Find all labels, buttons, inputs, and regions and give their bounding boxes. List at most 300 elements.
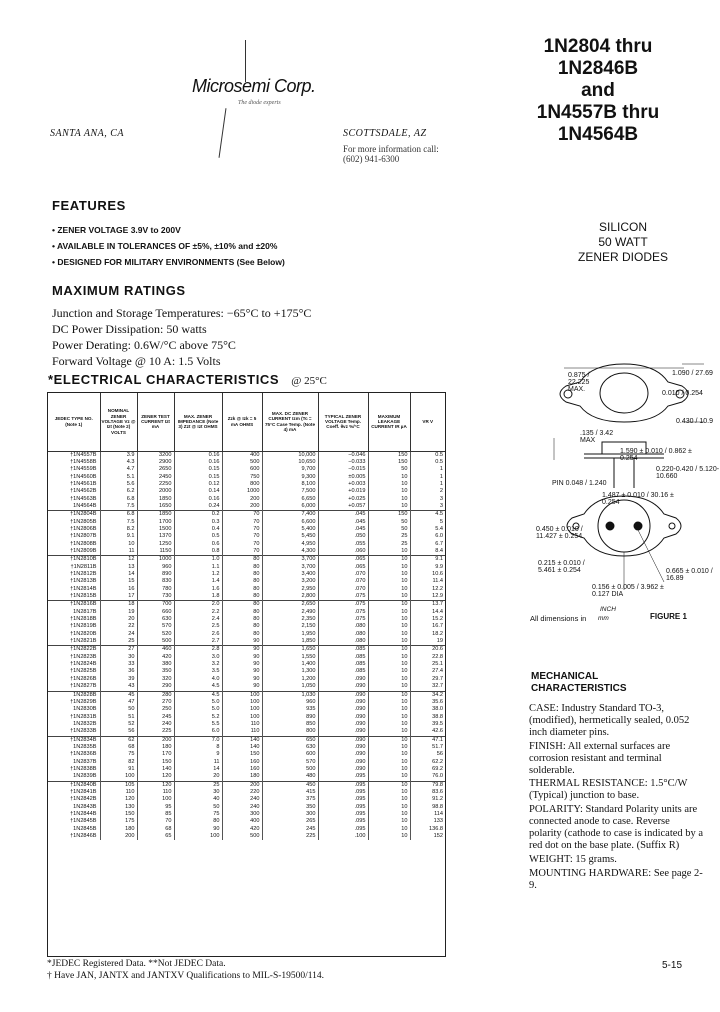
table-cell: †1N2846B	[48, 833, 100, 840]
table-cell: 0.8	[174, 548, 222, 556]
table-row	[48, 796, 445, 803]
divider-top	[245, 40, 246, 82]
mechanical-heading-line-2: CHARACTERISTICS	[531, 683, 627, 694]
table-cell: 10	[368, 571, 410, 578]
table-cell: 10	[368, 826, 410, 833]
table-cell: 10	[368, 586, 410, 593]
table-cell: 6.2	[100, 488, 137, 495]
table-cell: 245	[137, 714, 174, 721]
table-cell: 9,700	[262, 466, 318, 473]
table-row	[48, 721, 445, 728]
table-cell: 1000	[222, 488, 262, 495]
table-cell: †1N2812B	[48, 571, 100, 578]
table-cell: 11.4	[432, 578, 443, 585]
table-row	[48, 474, 445, 481]
table-cell: 10	[368, 638, 410, 646]
table-cell: .095	[318, 796, 368, 803]
table-cell: 12.2	[432, 585, 443, 592]
table-cell: .080	[318, 631, 368, 638]
rating-line: Junction and Storage Temperatures: −65°C to +175°C	[52, 306, 312, 320]
table-cell: .045	[318, 519, 368, 526]
table-cell: 11	[100, 548, 137, 556]
table-cell: .085	[318, 668, 368, 675]
table-cell: †1N2824B	[48, 661, 100, 668]
table-row	[48, 668, 445, 675]
table-cell: 120	[100, 796, 137, 803]
table-cell: 70	[222, 511, 262, 519]
table-cell: †1N2840B	[48, 781, 100, 789]
table-cell: 27	[100, 646, 137, 654]
table-cell: 20	[100, 616, 137, 623]
table-cell: 4.3	[100, 459, 137, 466]
table-cell: 4.5	[410, 511, 445, 519]
table-cell: 65	[137, 833, 174, 840]
table-cell: 136.8	[429, 825, 443, 832]
table-cell: 270	[137, 699, 174, 706]
table-cell: 4.7	[100, 466, 137, 473]
table-cell: 6.0	[435, 533, 443, 540]
table-cell: 50	[368, 519, 410, 526]
table-cell: †1N4562B	[48, 488, 100, 495]
table-cell: 70	[222, 526, 262, 533]
mech-mounting: MOUNTING HARDWARE: See page 2-9.	[529, 867, 703, 891]
table-cell: 6.7	[435, 540, 443, 547]
table-cell: 1,650	[262, 646, 318, 654]
table-row	[48, 766, 445, 773]
table-row	[48, 646, 445, 654]
table-cell: †1N2811B	[48, 564, 100, 571]
table-cell: 1N2817B	[48, 609, 100, 616]
table-cell: 600	[262, 751, 318, 758]
table-cell: .080	[318, 623, 368, 630]
table-cell: 10	[368, 661, 410, 668]
table-row	[48, 728, 445, 736]
table-row	[48, 804, 445, 811]
table-cell: †1N4560B	[48, 474, 100, 481]
table-cell: 890	[262, 714, 318, 721]
table-cell: 10,650	[262, 459, 318, 466]
table-cell: 14	[100, 571, 137, 578]
table-cell: 6.0	[174, 728, 222, 736]
table-cell: 400	[222, 451, 262, 459]
table-cell: 4.5	[174, 691, 222, 699]
table-cell: 2,490	[262, 609, 318, 616]
table-cell: .090	[318, 728, 368, 736]
table-cell: 570	[137, 623, 174, 630]
table-cell: 780	[137, 586, 174, 593]
table-cell: 90	[222, 683, 262, 691]
footnote-1: *JEDEC Registered Data. **Not JEDEC Data.	[47, 959, 226, 969]
table-cell: 10	[368, 706, 410, 713]
dim-label: .135 / 3.42 MAX	[580, 430, 614, 444]
table-cell: 180	[100, 826, 137, 833]
table-cell: 20.6	[410, 646, 445, 654]
table-cell: 90	[222, 638, 262, 646]
mech-finish: FINISH: All external surfaces are corrosion resistant and terminal solderable.	[529, 740, 671, 776]
table-cell: 100	[222, 699, 262, 706]
table-cell: 10	[368, 496, 410, 503]
rating-line: Forward Voltage @ 10 A: 1.5 Volts	[52, 354, 221, 368]
table-cell: 1N2845B	[48, 826, 100, 833]
figure-caption: FIGURE 1	[650, 612, 687, 621]
table-cell: 100	[100, 773, 137, 781]
table-row	[48, 714, 445, 721]
table-cell: .075	[318, 616, 368, 623]
table-cell: 240	[222, 796, 262, 803]
subtitle-line-2: 50 WATT	[598, 235, 648, 249]
table-cell: †1N2845B	[48, 818, 100, 825]
table-cell: 0.16	[174, 459, 222, 466]
rating-line: Power Derating: 0.6W/°C above 75°C	[52, 338, 236, 352]
table-cell: 3	[439, 495, 443, 502]
table-cell: 415	[262, 789, 318, 796]
table-cell: 25	[368, 541, 410, 548]
table-cell: 90	[174, 826, 222, 833]
table-cell: 0.3	[174, 519, 222, 526]
table-cell: 80	[222, 586, 262, 593]
table-cell: 140	[137, 766, 174, 773]
table-cell: 500	[137, 638, 174, 646]
table-cell: 17	[100, 593, 137, 601]
table-cell: 240	[137, 721, 174, 728]
table-cell: 1,200	[262, 676, 318, 683]
table-cell: 10	[368, 556, 410, 564]
table-cell: 10	[368, 804, 410, 811]
table-cell: †1N2834B	[48, 736, 100, 744]
table-cell: 1370	[137, 533, 174, 540]
table-cell: .090	[318, 714, 368, 721]
table-cell: 10	[368, 811, 410, 818]
table-row	[48, 571, 445, 578]
table-cell: †1N2804B	[48, 511, 100, 519]
table-cell: 75	[174, 811, 222, 818]
table-cell: 220	[222, 789, 262, 796]
table-cell: +0.019	[318, 488, 368, 495]
table-cell: 7,500	[262, 488, 318, 495]
electrical-heading	[48, 371, 327, 389]
header-leakage: MAXIMUM LEAKAGE CURRENT IR µA	[368, 393, 410, 451]
table-cell: 5.4	[435, 525, 443, 532]
table-cell: 375	[262, 796, 318, 803]
table-cell: †1N2826B	[48, 676, 100, 683]
table-cell: 175	[100, 818, 137, 825]
table-cell: .075	[318, 601, 368, 609]
table-cell: 90	[222, 646, 262, 654]
table-cell: 480	[262, 773, 318, 781]
feature-item: • DESIGNED FOR MILITARY ENVIRONMENTS (See Below)	[52, 254, 285, 270]
table-cell: 4,300	[262, 548, 318, 556]
table-row	[48, 616, 445, 623]
mechanical-body	[529, 703, 705, 894]
table-cell: 10	[368, 503, 410, 511]
table-cell: 52	[100, 721, 137, 728]
table-cell: .070	[318, 586, 368, 593]
table-row	[48, 548, 445, 556]
table-row	[48, 638, 445, 646]
table-cell: 20	[174, 773, 222, 781]
table-row	[48, 661, 445, 668]
table-cell: 180	[137, 744, 174, 751]
table-cell: 30	[174, 789, 222, 796]
table-cell: 100	[222, 714, 262, 721]
table-cell: 110	[222, 721, 262, 728]
table-cell: 110	[100, 789, 137, 796]
table-cell: .085	[318, 654, 368, 661]
table-cell: 25.1	[432, 661, 443, 668]
table-cell: 935	[262, 706, 318, 713]
table-cell: 5,450	[262, 533, 318, 540]
table-cell: †1N2825B	[48, 668, 100, 675]
table-row	[48, 683, 445, 691]
dims-note: All dimensions in	[530, 614, 587, 623]
table-cell: †1N4559B	[48, 466, 100, 473]
table-cell: 0.16	[174, 496, 222, 503]
table-cell: 38.8	[432, 713, 443, 720]
table-cell: †1N2821B	[48, 638, 100, 646]
table-row	[48, 564, 445, 571]
table-cell: 0.5	[435, 458, 443, 465]
table-cell: 9.1	[100, 533, 137, 540]
table-cell: †1N2827B	[48, 683, 100, 691]
table-cell: †1N2823B	[48, 654, 100, 661]
table-cell: †1N2829B	[48, 699, 100, 706]
table-cell: 18	[100, 601, 137, 609]
table-cell: 400	[222, 818, 262, 825]
table-cell: 62.2	[432, 758, 443, 765]
table-cell: 1250	[137, 541, 174, 548]
table-cell: 68	[100, 744, 137, 751]
table-cell: .085	[318, 646, 368, 654]
dim-label: 0.156 ± 0.005 / 3.962 ± 0.127 DIA	[592, 584, 664, 598]
table-cell: 0.14	[174, 488, 222, 495]
table-cell: 2650	[137, 466, 174, 473]
table-row	[48, 811, 445, 818]
table-cell: 2.5	[174, 623, 222, 630]
table-cell: 2000	[137, 488, 174, 495]
table-cell: .080	[318, 638, 368, 646]
table-cell: .095	[318, 826, 368, 833]
table-cell: 0.24	[174, 503, 222, 511]
table-cell: 500	[262, 766, 318, 773]
table-cell: 1N4564B	[48, 503, 100, 511]
table-row	[48, 744, 445, 751]
subtitle-line-1: SILICON	[598, 220, 647, 234]
table-row	[48, 699, 445, 706]
table-cell: 3	[439, 502, 443, 509]
table-row	[48, 706, 445, 713]
table-cell: 22.8	[432, 653, 443, 660]
table-row	[48, 481, 445, 488]
table-cell: 11	[174, 759, 222, 766]
table-row	[48, 503, 445, 511]
table-cell: 10	[368, 751, 410, 758]
table-row	[48, 691, 445, 699]
table-row	[48, 526, 445, 533]
table-cell: 12	[100, 556, 137, 564]
title-line-3: and	[581, 80, 615, 101]
header-temp-coeff: TYPICAL ZENER VOLTAGE Temp. Coeff. θvz %/°C	[318, 393, 368, 451]
table-row	[48, 466, 445, 473]
table-cell: .065	[318, 564, 368, 571]
table-cell: 15.2	[432, 616, 443, 623]
table-cell: 152	[433, 833, 443, 840]
table-cell: 150	[368, 459, 410, 466]
table-cell: +0.003	[318, 481, 368, 488]
table-cell: 1150	[137, 548, 174, 556]
table-cell: 56	[100, 728, 137, 736]
table-cell: 40	[174, 796, 222, 803]
table-cell: 10.6	[432, 571, 443, 577]
table-cell: .090	[318, 744, 368, 751]
header-voltage: NOMINAL ZENER VOLTAGE Vz @ Izt (Note 2) VOLTS	[100, 393, 137, 451]
table-cell: 7.5	[100, 503, 137, 511]
table-cell: 90	[222, 661, 262, 668]
table-row	[48, 586, 445, 593]
table-cell: 10	[368, 683, 410, 691]
table-row	[48, 654, 445, 661]
table-cell: 25	[368, 533, 410, 540]
table-cell: 80	[222, 609, 262, 616]
table-cell: .090	[318, 699, 368, 706]
table-cell: 450	[262, 781, 318, 789]
table-cell: 10	[368, 818, 410, 825]
mech-polarity: POLARITY: Standard Polarity units are connected anode to case. Reverse polarity (cathode to case is indicated by a red dot on the base plate. (Suffix R)	[529, 804, 704, 851]
table-cell: 1850	[137, 511, 174, 519]
table-cell: 245	[262, 826, 318, 833]
dim-label: 1.590 ± 0.010 / 0.862 ± 0.254	[620, 448, 692, 462]
table-cell: 90	[222, 676, 262, 683]
table-cell: 3,400	[262, 571, 318, 578]
table-cell: 10	[368, 759, 410, 766]
table-cell: 15	[100, 578, 137, 585]
table-cell: ±0.005	[318, 474, 368, 481]
table-cell: 10	[368, 668, 410, 675]
dims-units-bottom: mm	[598, 615, 609, 622]
table-cell: .090	[318, 766, 368, 773]
left-city: SANTA ANA, CA	[50, 128, 125, 139]
table-cell: 10	[368, 676, 410, 683]
table-cell: 200	[222, 503, 262, 511]
table-cell: 1,030	[262, 691, 318, 699]
table-row	[48, 511, 445, 519]
table-cell: 36	[100, 668, 137, 675]
table-cell: 2.2	[174, 609, 222, 616]
header-zzk: Zzk @ Izk = 5 mA OHMS	[222, 393, 262, 451]
table-cell: †1N2806B	[48, 526, 100, 533]
table-cell: 1,400	[262, 661, 318, 668]
table-cell: 3.9	[100, 451, 137, 459]
table-cell: 2,800	[262, 593, 318, 601]
table-cell: .060	[318, 548, 368, 556]
table-cell: 100	[222, 691, 262, 699]
table-cell: 3200	[137, 451, 174, 459]
table-cell: 800	[222, 481, 262, 488]
table-cell: †1N2841B	[48, 789, 100, 796]
max-ratings-heading: MAXIMUM RATINGS	[52, 283, 186, 298]
mech-case: CASE: Industry Standard TO-3, (modified), hermetically sealed, 0.052 inch diameter pins.	[529, 703, 690, 738]
table-cell: †1N2810B	[48, 556, 100, 564]
table-cell: .070	[318, 571, 368, 578]
table-row	[48, 631, 445, 638]
table-cell: .065	[318, 556, 368, 564]
table-cell: +0.057	[318, 503, 368, 511]
table-cell: 80	[222, 616, 262, 623]
table-cell: 0.15	[174, 466, 222, 473]
table-cell: †1N2818B	[48, 616, 100, 623]
table-cell: 500	[222, 833, 262, 840]
mech-weight: WEIGHT: 15 grams.	[529, 853, 617, 865]
table-cell: .100	[318, 833, 368, 840]
table-cell: †1N2836B	[48, 751, 100, 758]
table-cell: 350	[262, 804, 318, 811]
table-cell: †1N2808B	[48, 541, 100, 548]
table-cell: 280	[137, 691, 174, 699]
table-cell: .070	[318, 578, 368, 585]
table-cell: .095	[318, 773, 368, 781]
table-cell: 70	[222, 548, 262, 556]
table-cell: 1700	[137, 519, 174, 526]
table-cell: .095	[318, 789, 368, 796]
table-cell: 0.15	[174, 474, 222, 481]
dim-label: 0.010 / 0.254	[662, 390, 703, 397]
table-cell: 114	[434, 811, 443, 817]
table-cell: 320	[137, 676, 174, 683]
table-row	[48, 578, 445, 585]
table-cell: 76.0	[432, 773, 443, 780]
table-cell: 5.1	[100, 474, 137, 481]
table-cell: 5,400	[262, 526, 318, 533]
table-cell: †1N4561B	[48, 481, 100, 488]
table-cell: 960	[262, 699, 318, 706]
title-line-2: 1N2846B	[557, 58, 639, 79]
table-cell: 2,950	[262, 586, 318, 593]
table-cell: 10	[368, 744, 410, 751]
features-list	[52, 222, 285, 270]
table-row	[48, 736, 445, 744]
table-cell: 2.7	[174, 638, 222, 646]
table-row	[48, 496, 445, 503]
table-cell: 70	[222, 519, 262, 526]
table-cell: 13	[100, 564, 137, 571]
table-cell: 51.7	[432, 743, 443, 750]
table-cell: 160	[222, 759, 262, 766]
table-cell: 29.7	[432, 675, 443, 682]
table-cell: 3.5	[174, 668, 222, 675]
table-cell: 290	[137, 683, 174, 691]
table-cell: +0.025	[318, 496, 368, 503]
table-cell: †1N2805B	[48, 519, 100, 526]
table-cell: 180	[222, 773, 262, 781]
table-cell: 10	[368, 766, 410, 773]
table-cell: .095	[318, 781, 368, 789]
table-cell: 39.5	[432, 720, 443, 727]
table-row	[48, 533, 445, 540]
table-cell: 2,350	[262, 616, 318, 623]
table-cell: 45	[100, 691, 137, 699]
table-cell: 460	[137, 646, 174, 654]
footnotes	[47, 958, 324, 982]
table-cell: †1N2814B	[48, 586, 100, 593]
table-cell: 7,400	[262, 511, 318, 519]
table-cell: 1.6	[174, 586, 222, 593]
table-cell: 33	[100, 661, 137, 668]
table-cell: 10	[368, 736, 410, 744]
table-cell: 10	[368, 654, 410, 661]
dim-label: 0.450 ± 0.010 / 11.427 ± 0.254	[536, 526, 583, 540]
table-cell: 8,100	[262, 481, 318, 488]
table-cell: −0.046	[318, 451, 368, 459]
table-cell: 1.2	[174, 571, 222, 578]
